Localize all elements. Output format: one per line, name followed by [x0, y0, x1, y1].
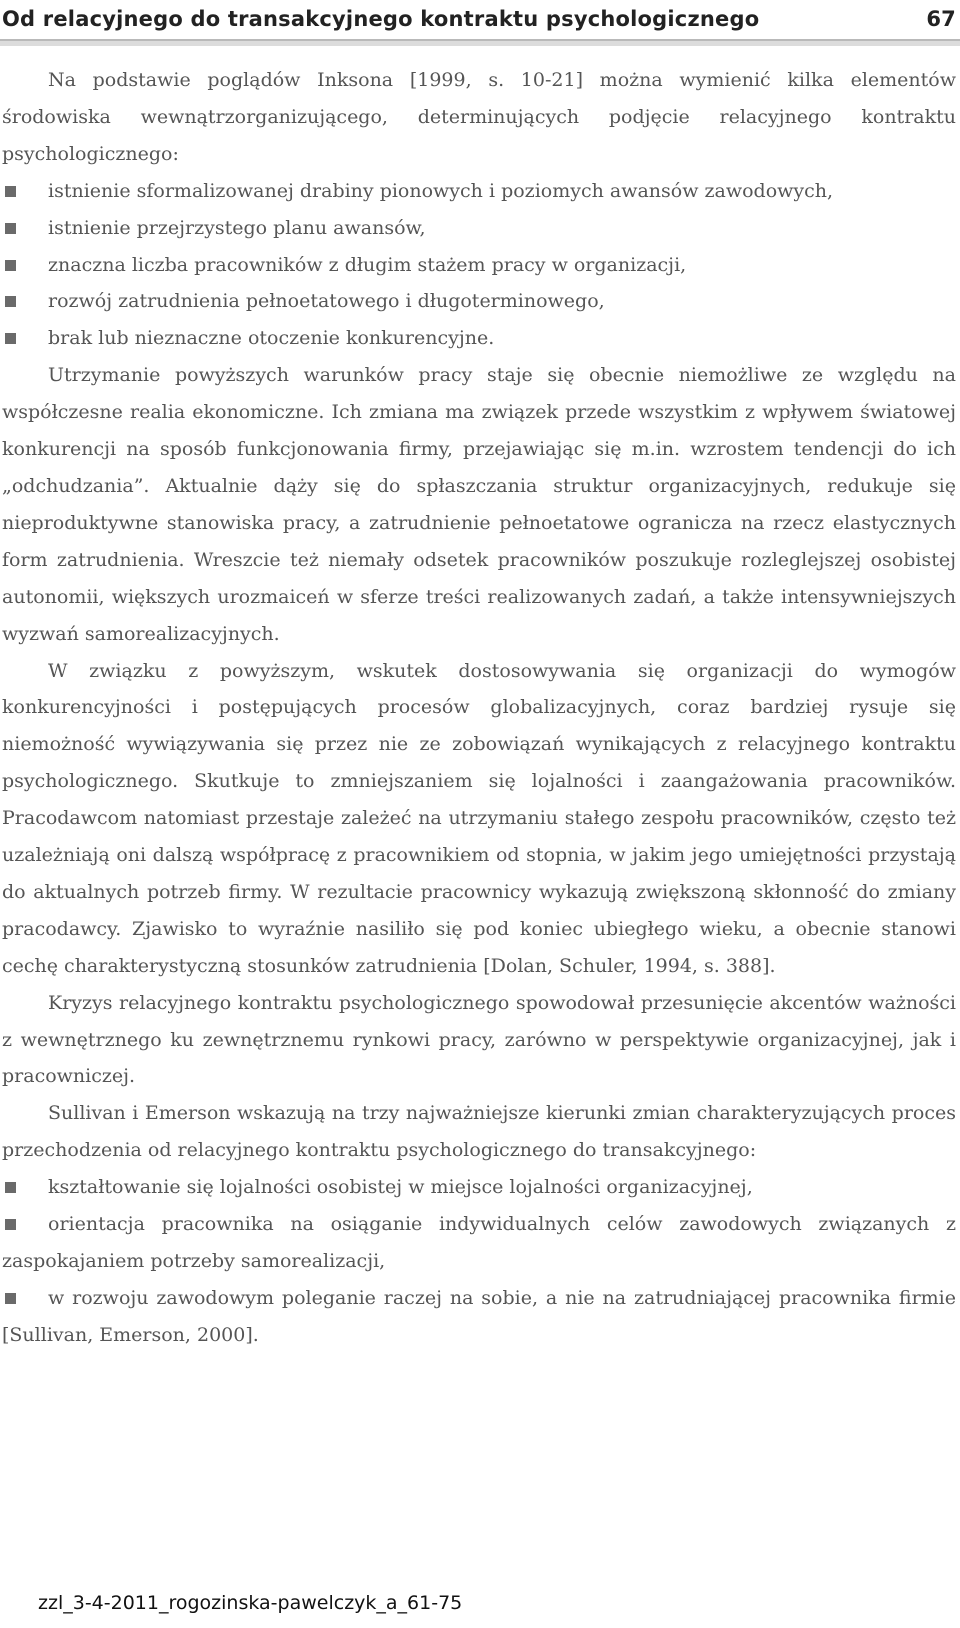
intro-paragraph: Na podstawie poglądów Inksona [1999, s. 10-21] można wymienić kilka elementów środowiska wewnątrzorganizującego, determinujących podjęcie relacyjnego kontraktu psychologicznego: [2, 69, 956, 165]
chapter-title: Od relacyjnego do transakcyjnego kontraktu psychologicznego [2, 7, 760, 31]
bullet-square-icon [5, 260, 16, 271]
directions-list [2, 1169, 956, 1354]
body-text [2, 62, 956, 1354]
list-item: brak lub nieznaczne otoczenie konkurencyjne. [2, 320, 956, 357]
bullet-square-icon [5, 1182, 16, 1193]
list-item: kształtowanie się lojalności osobistej w miejsce lojalności organizacyjnej, [2, 1169, 956, 1206]
list-item: znaczna liczba pracowników z długim stażem pracy w organizacji, [2, 247, 956, 284]
paragraph: W związku z powyższym, wskutek dostosowywania się organizacji do wymogów konkurencyjności i postępujących procesów globalizacyjnych, coraz bardziej rysuje się niemożność wywiązywania się przez nie ze zobowiązań wynikających z relacyjnego kontraktu psychologicznego. Skutkuje to zmniejszaniem się lojalności i zaangażowania pracowników. Pracodawcom natomiast przestaje zależeć na utrzymaniu stałego zespołu pracowników, często też uzależniają oni dalszą współpracę z pracownikiem od stopnia, w jakim jego umiejętności przystają do aktualnych potrzeb firmy. W rezultacie pracownicy wykazują zwiększoną skłonność do zmiany pracodawcy. Zjawisko to wyraźnie nasiliło się pod koniec ubiegłego wieku, a obecnie stanowi cechę charakterystyczną stosunków zatrudnienia [Dolan, Schuler, 1994, s. 388]. [2, 659, 956, 977]
bullet-square-icon [5, 333, 16, 344]
page-footer: zzl_3-4-2011_rogozinska-pawelczyk_a_61-75 [38, 1592, 463, 1614]
conditions-list [2, 173, 956, 358]
bullet-square-icon [5, 1293, 16, 1304]
page-number: 67 [926, 7, 956, 31]
list-item: istnienie przejrzystego planu awansów, [2, 210, 956, 247]
paragraph: Kryzys relacyjnego kontraktu psychologicznego spowodował przesunięcie akcentów ważności z wewnętrznego ku zewnętrznemu rynkowi pracy, zarówno w perspektywie organizacyjnej, jak i pracowniczej. [2, 991, 956, 1088]
header-rule [0, 39, 960, 46]
list-item: orientacja pracownika na osiąganie indywidualnych celów zawodowych związanych z zaspokajaniem potrzeby samorealizacji, [2, 1213, 956, 1272]
bullet-square-icon [5, 296, 16, 307]
list-item: istnienie sformalizowanej drabiny pionowych i poziomych awansów zawodowych, [2, 173, 956, 210]
list-item: w rozwoju zawodowym poleganie raczej na sobie, a nie na zatrudniającej pracownika firmie [Sullivan, Emerson, 2000]. [2, 1286, 956, 1346]
paragraph: Utrzymanie powyższych warunków pracy staje się obecnie niemożliwe ze względu na współczesne realia ekonomiczne. Ich zmiana ma związek przede wszystkim z wpływem światowej konkurencji na sposób funkcjonowania firmy, przejawiając się m.in. wzrostem tendencji do ich „odchudzania”. Aktualnie dąży się do spłaszczania struktur organizacyjnych, redukuje się nieproduktywne stanowiska pracy, a zatrudnienie pełnoetatowe ogranicza na rzecz elastycznych form zatrudnienia. Wreszcie też niemały odsetek pracowników poszukuje rozleglejszej osobistej autonomii, większych urozmaiceń w sferze treści realizowanych zadań, a także intensywniejszych wyzwań samorealizacyjnych. [2, 364, 956, 645]
bullet-square-icon [5, 1219, 16, 1230]
bullet-square-icon [5, 186, 16, 197]
list-item: rozwój zatrudnienia pełnoetatowego i długoterminowego, [2, 283, 956, 320]
running-head [0, 0, 960, 38]
bullet-square-icon [5, 223, 16, 234]
paragraph: Sullivan i Emerson wskazują na trzy najważniejsze kierunki zmian charakteryzujących proces przechodzenia od relacyjnego kontraktu psychologicznego do transakcyjnego: [2, 1102, 956, 1162]
